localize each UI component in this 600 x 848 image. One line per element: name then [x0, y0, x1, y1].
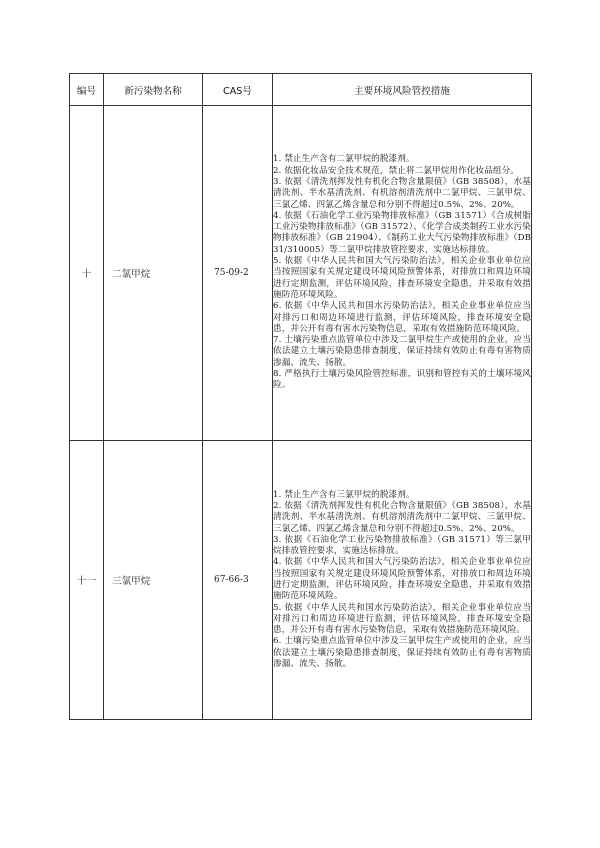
pollutant-measures-table	[69, 73, 532, 720]
row-number: 十	[70, 106, 104, 441]
measures-cell	[273, 441, 532, 720]
table-row	[70, 441, 532, 720]
header-name: 新污染物名称	[104, 74, 203, 106]
measure-item: 8. 严格执行土壤污染风险管控标准，识别和管控有关的土壤环境风险。	[273, 369, 531, 391]
pollutant-name: 二氯甲烷	[104, 106, 203, 441]
measure-item: 6. 依据《中华人民共和国水污染防治法》，相关企业事业单位应当对排污口和周边环境进行监测，评估环境风险，排查环境安全隐患，并公开有毒有害水污染物信息，采取有效措施防范环境风险。	[273, 301, 531, 334]
measures-cell	[273, 106, 532, 441]
measure-item: 2. 依据《清洗剂挥发性有机化合物含量限值》（GB 38508），水基清洗剂、半水基清洗剂、有机溶剂清洗剂中二氯甲烷、三氯甲烷、三氯乙烯、四氯乙烯含量总和分别不得超过0.5%、2%、20%。	[273, 500, 531, 534]
measure-item: 1. 禁止生产含有三氯甲烷的脱漆剂。	[273, 489, 415, 500]
measure-item: 5. 依据《中华人民共和国水污染防治法》，相关企业事业单位应当对排污口和周边环境进行监测，评估环境风险，排查环境安全隐患，并公开有毒有害水污染物信息，采取有效措施防范环境风险。	[273, 602, 531, 636]
measure-item: 6. 土壤污染重点监管单位中涉及三氯甲烷生产或使用的企业，应当依法建立土壤污染隐患排查制度，保证持续有效防止有毒有害物质渗漏、流失、扬散。	[273, 636, 531, 670]
pollutant-name: 三氯甲烷	[104, 441, 203, 720]
row-number: 十一	[70, 441, 104, 720]
measure-item: 2. 依据化妆品安全技术规范，禁止将二氯甲烷用作化妆品组分。	[273, 165, 519, 176]
measure-item: 4. 依据《中华人民共和国大气污染防治法》，相关企业事业单位应当按照国家有关规定建设环境风险预警体系，对排放口和周边环境进行定期监测，评估环境风险，排查环境安全隐患，并采取有效措施防范环境风险。	[273, 557, 531, 602]
header-cas: CAS号	[203, 74, 273, 106]
header-measures: 主要环境风险管控措施	[273, 74, 532, 106]
table-header-row	[70, 74, 532, 106]
measure-item: 3. 依据《清洗剂挥发性有机化合物含量限值》（GB 38508），水基清洗剂、半水基清洗剂、有机溶剂清洗剂中二氯甲烷、三氯甲烷、三氯乙烯、四氯乙烯含量总和分别不得超过0.5%、2%、20%。	[273, 176, 531, 210]
measure-item: 4. 依据《石油化学工业污染物排放标准》（GB 31571）《合成树脂工业污染物排放标准》（GB 31572）、《化学合成类制药工业水污染物排放标准》（GB 21904）、《制药工业大气污染物排放标准》（DB 31/310005）等二氯甲烷排放管控要求，实施达标排放。	[273, 210, 531, 255]
cas-number: 67-66-3	[203, 441, 273, 720]
cas-number: 75-09-2	[203, 106, 273, 441]
measure-item: 5. 依据《中华人民共和国大气污染防治法》，相关企业事业单位应当按照国家有关规定建设环境风险预警体系，对排放口和周边环境进行定期监测，评估环境风险，排查环境安全隐患，并采取有效措施防范环境风险。	[273, 256, 531, 300]
header-no: 编号	[70, 74, 104, 106]
table-row	[70, 106, 532, 441]
measure-item: 3. 依据《石油化学工业污染物排放标准》（GB 31571）等三氯甲烷排放管控要求，实施达标排放。	[273, 534, 531, 557]
measure-item: 1. 禁止生产含有二氯甲烷的脱漆剂。	[273, 154, 415, 165]
measure-item: 7. 土壤污染重点监管单位中涉及二氯甲烷生产或使用的企业，应当依法建立土壤污染隐患排查制度，保证持续有效防止有毒有害物质渗漏、流失、扬散。	[273, 335, 531, 368]
